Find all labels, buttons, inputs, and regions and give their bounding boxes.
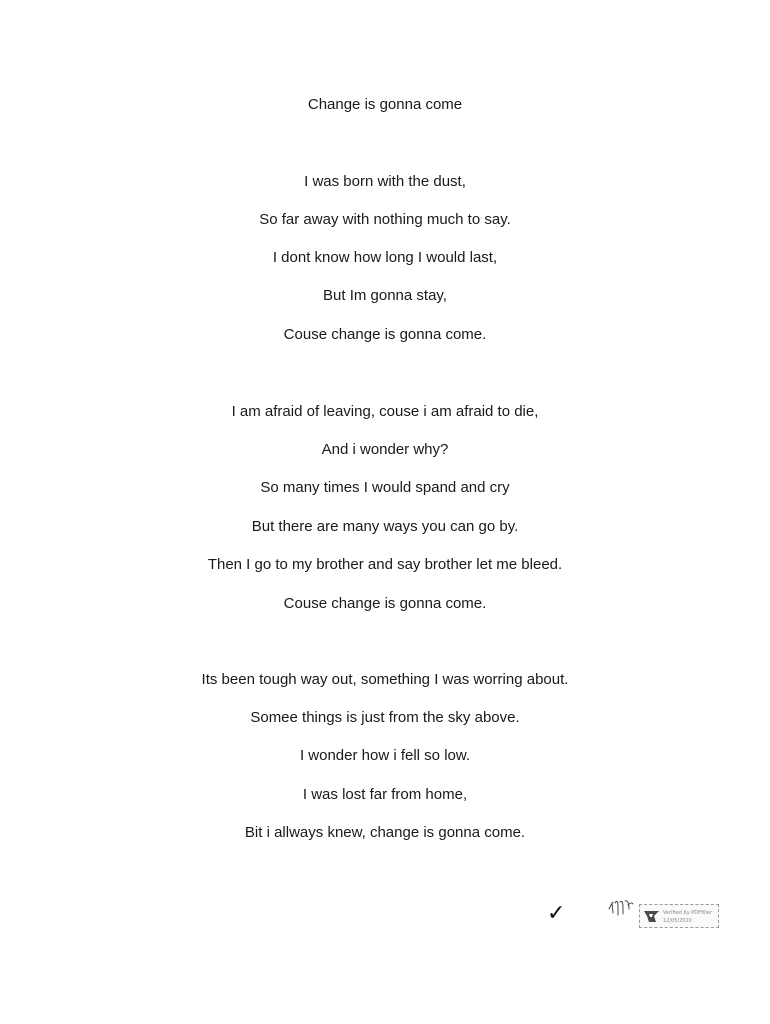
poem-line: Then I go to my brother and say brother let me bleed. bbox=[207, 556, 563, 573]
poem-line: I dont know how long I would last, bbox=[272, 249, 498, 266]
poem-line: Couse change is gonna come. bbox=[283, 595, 487, 612]
poem-line: But Im gonna stay, bbox=[323, 287, 447, 304]
poem-line: Its been tough way out, something I was worring about. bbox=[201, 671, 569, 688]
poem-line: But there are many ways you can go by. bbox=[251, 518, 519, 535]
checkmark-icon: ✓ bbox=[547, 901, 566, 926]
poem-line: I was born with the dust, bbox=[304, 173, 466, 190]
poem-line: So far away with nothing much to say. bbox=[259, 211, 511, 228]
stamp-verified-text: Verified by PDFfiller bbox=[663, 910, 713, 916]
poem-line: I was lost far from home, bbox=[302, 786, 468, 803]
poem-line: So many times I would spand and cry bbox=[260, 479, 510, 496]
poem-line: I am afraid of leaving, couse i am afraid to die, bbox=[231, 403, 539, 420]
poem-line: I wonder how i fell so low. bbox=[299, 747, 471, 764]
poem-title: Change is gonna come bbox=[307, 96, 463, 113]
poem-line: Bit i allways knew, change is gonna come. bbox=[244, 824, 526, 841]
poem-line: And i wonder why? bbox=[321, 441, 449, 458]
handwritten-signature-icon bbox=[606, 897, 636, 919]
pdffiller-verified-stamp bbox=[639, 904, 719, 928]
stamp-date-text: 12/05/2020 bbox=[663, 918, 692, 924]
poem-line: Somee things is just from the sky above. bbox=[250, 709, 520, 726]
poem-line: Couse change is gonna come. bbox=[283, 326, 487, 343]
pdffiller-logo-icon bbox=[644, 910, 659, 923]
